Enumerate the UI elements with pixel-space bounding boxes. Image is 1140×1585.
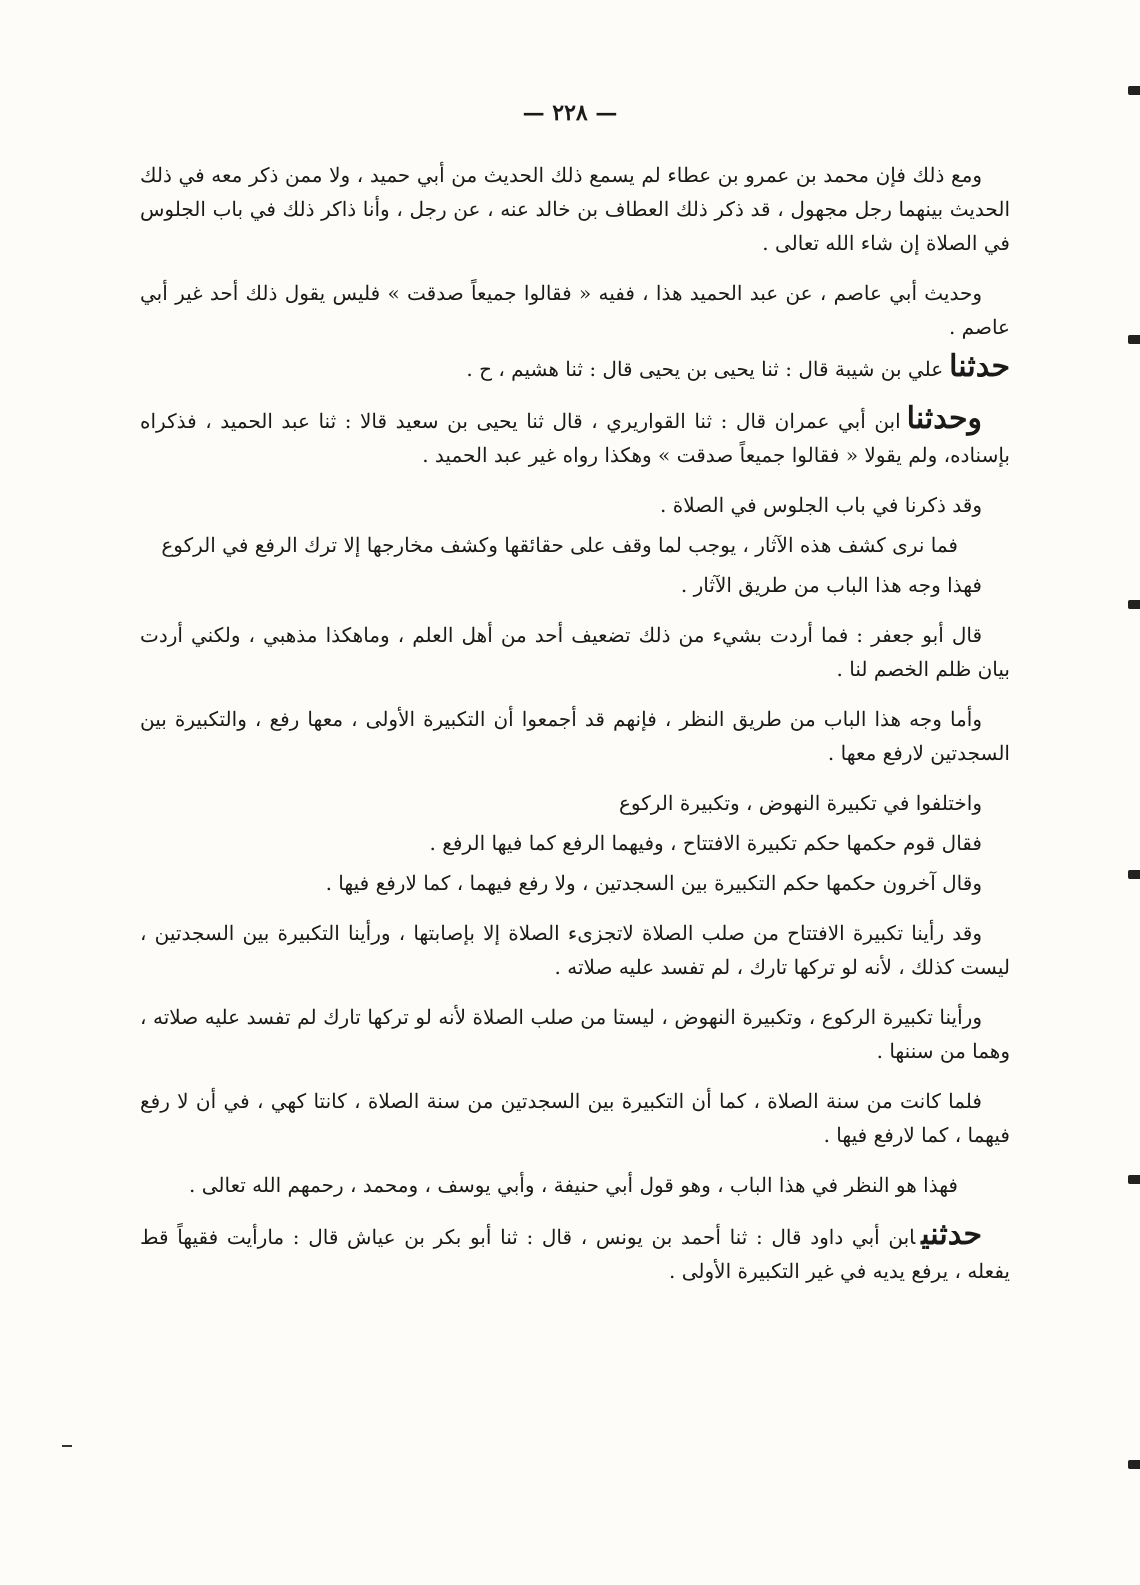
paragraph-15: فلما كانت من سنة الصلاة ، كما أن التكبيرة بين السجدتين من سنة الصلاة ، كانتا كهي ، في أن لا رفع فيهما ، كما لارفع فيها . <box>140 1089 1010 1147</box>
scan-edge-mark <box>1128 86 1140 95</box>
page-number: — ٢٢٨ — <box>522 100 618 126</box>
paragraph-12: وقال آخرون حكمها حكم التكبيرة بين السجدتين ، ولا رفع فيهما ، كما لارفع فيها . <box>325 871 982 895</box>
paragraph-8: قال أبو جعفر : فما أردت بشيء من ذلك تضعيف أحد من أهل العلم ، وماهكذا مذهبي ، ولكني أردت بيان ظلم الخصم لنا . <box>140 623 1010 681</box>
paragraph-10: واختلفوا في تكبيرة النهوض ، وتكبيرة الركوع <box>618 791 982 815</box>
paragraph-9: وأما وجه هذا الباب من طريق النظر ، فإنهم قد أجمعوا أن التكبيرة الأولى ، معها رفع ، والتكبيرة بين السجدتين لارفع معها . <box>140 707 1010 765</box>
paragraph-11: فقال قوم حكمها حكم تكبيرة الافتتاح ، وفيهما الرفع كما فيها الرفع . <box>429 831 982 855</box>
paragraph-14: ورأينا تكبيرة الركوع ، وتكبيرة النهوض ، ليستا من صلب الصلاة لأنه لو تركها تارك لم تفسد عليه صلاته ، وهما من سننها . <box>140 1005 1010 1063</box>
scan-edge-mark <box>1128 335 1140 344</box>
paragraph-17: حدثنيابن أبي داود قال : ثنا أحمد بن يونس ، قال : ثنا أبو بكر بن عياش قال : مارأيت فقيهاً قط يفعله ، يرفع يديه في غير التكبيرة الأولى . <box>140 1217 1010 1283</box>
paragraph-7: فهذا وجه هذا الباب من طريق الآثار . <box>680 573 982 597</box>
paragraph-5: وقد ذكرنا في باب الجلوس في الصلاة . <box>660 493 982 517</box>
hadith-lead: حدثني <box>921 1217 982 1252</box>
paragraph-2: وحديث أبي عاصم ، عن عبد الحميد هذا ، ففيه « فقالوا جميعاً صدقت » فليس يقول ذلك أحد غير أبي عاصم . <box>140 281 1010 339</box>
page-text <box>140 158 1010 1304</box>
paragraph-16: فهذا هو النظر في هذا الباب ، وهو قول أبي حنيفة ، وأبي يوسف ، ومحمد ، رحمهم الله تعالى . <box>189 1173 958 1197</box>
paragraph-4: وحدثناابن أبي عمران قال : ثنا القواريري ، قال ثنا يحيى بن سعيد قالا : ثنا عبد الحميد ، فذكراه بإسناده، ولم يقولا « فقالوا جميعاً صدقت » وهكذا رواه غير عبد الحميد . <box>140 401 1010 467</box>
scan-edge-mark <box>1128 1460 1140 1469</box>
hadith-lead: وحدثنا <box>906 401 982 436</box>
scan-edge-mark <box>1128 600 1140 609</box>
paragraph-3: حدثناعلي بن شيبة قال : ثنا يحيى بن يحيى قال : ثنا هشيم ، ح . <box>466 349 1010 384</box>
paragraph-6: فما نرى كشف هذه الآثار ، يوجب لما وقف على حقائقها وكشف مخارجها إلا ترك الرفع في الركوع <box>161 533 958 557</box>
hadith-lead: حدثنا <box>949 349 1010 384</box>
paragraph-13: وقد رأينا تكبيرة الافتتاح من صلب الصلاة لاتجزىء الصلاة إلا بإصابتها ، ورأينا التكبيرة بين السجدتين ، ليست كذلك ، لأنه لو تركها تارك ، لم تفسد عليه صلاته . <box>140 921 1010 979</box>
scan-edge-mark <box>1128 1175 1140 1184</box>
scan-edge-mark <box>1128 870 1140 879</box>
scan-margin-tick <box>62 1445 72 1447</box>
paragraph-1: ومع ذلك فإن محمد بن عمرو بن عطاء لم يسمع ذلك الحديث من أبي حميد ، ولا ممن ذكر معه في ذلك الحديث بينهما رجل مجهول ، قد ذكر ذلك العطاف بن خالد عنه ، عن رجل ، وأنا ذاكر ذلك في باب الجلوس في الصلاة إن شاء الله تعالى . <box>140 163 1010 255</box>
